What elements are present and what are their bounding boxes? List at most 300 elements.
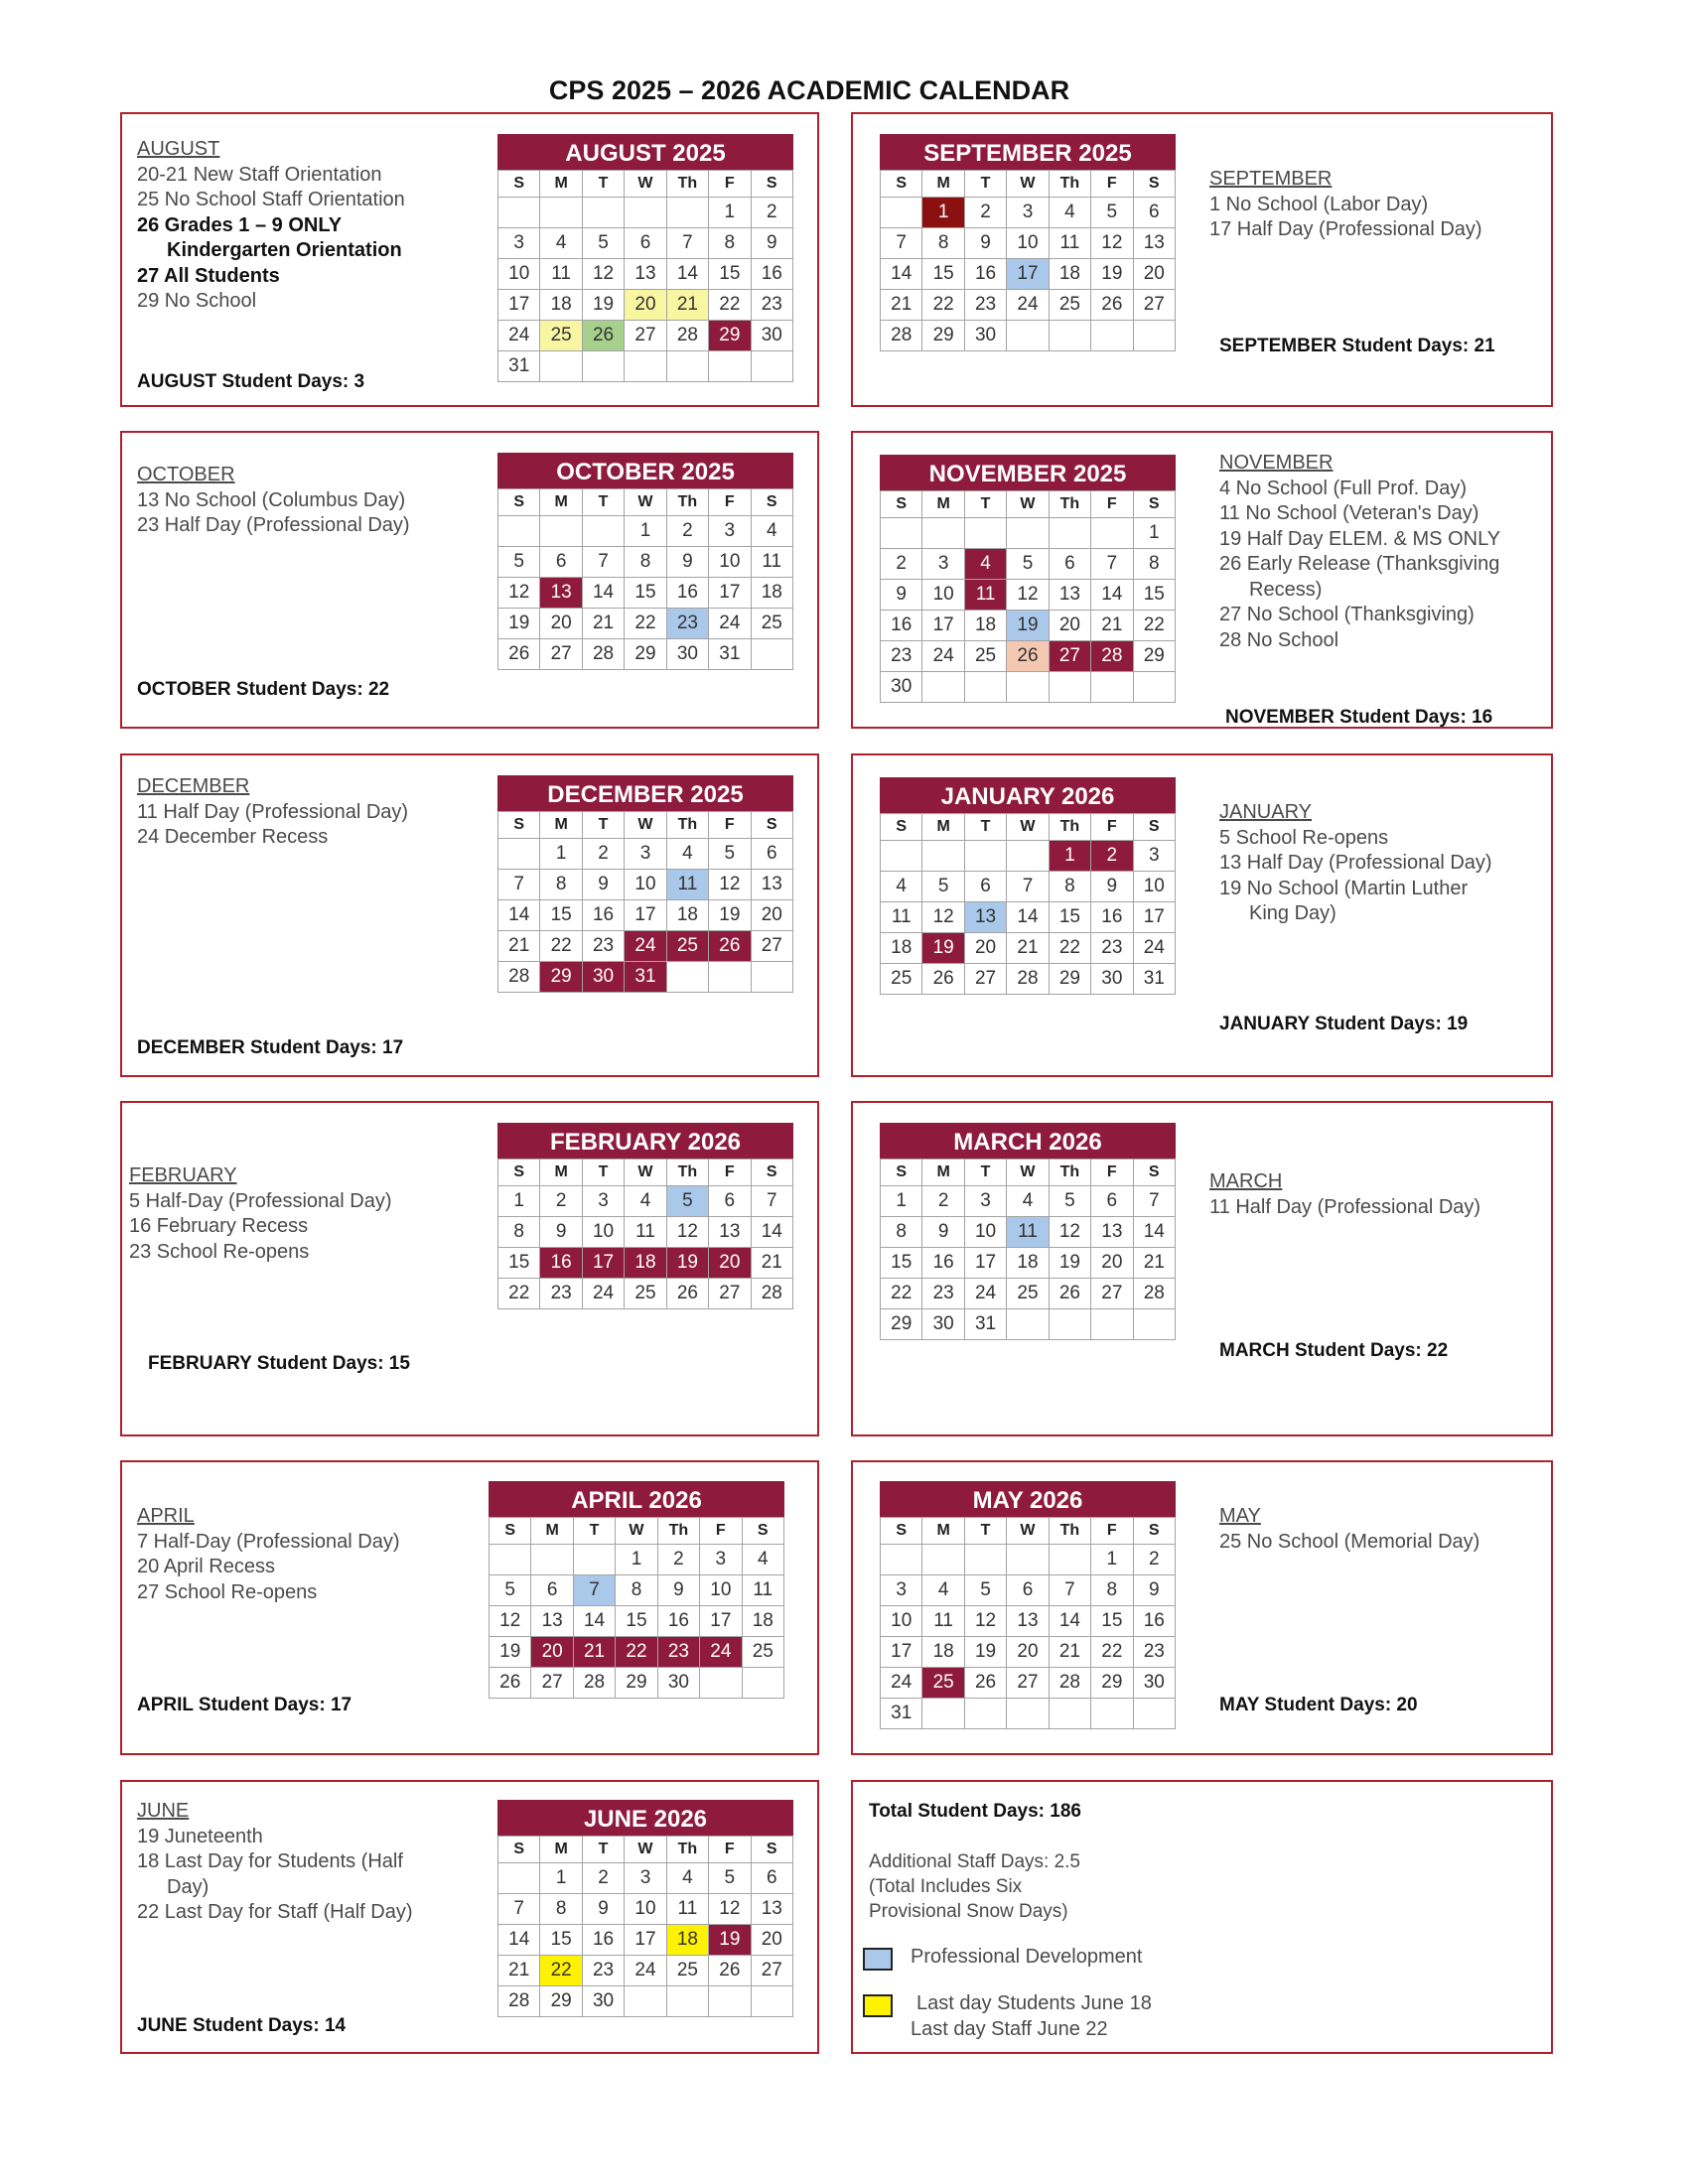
event-line: 5 Half-Day (Professional Day) xyxy=(129,1189,392,1212)
calendar-grid xyxy=(497,170,793,382)
day-cell: 23 xyxy=(1133,1637,1175,1668)
calendar-header: MARCH 2026 xyxy=(880,1123,1176,1159)
day-cell: 9 xyxy=(1091,872,1133,902)
day-cell: 5 xyxy=(1091,198,1133,228)
weekday-label: W xyxy=(625,171,666,198)
event-line: 25 No School Staff Orientation xyxy=(137,189,405,210)
weekday-label: S xyxy=(1133,171,1175,198)
day-cell: 9 xyxy=(666,547,708,578)
empty-cell xyxy=(1049,1309,1090,1340)
day-cell: 7 xyxy=(1133,1186,1175,1217)
event-line: 7 Half-Day (Professional Day) xyxy=(137,1530,400,1553)
day-cell: 3 xyxy=(1007,198,1049,228)
day-cell: 28 xyxy=(1133,1279,1175,1309)
weekday-label: S xyxy=(1133,1518,1175,1545)
day-cell: 3 xyxy=(881,1575,922,1606)
notes-month-heading: JUNE xyxy=(137,1800,190,1822)
empty-cell xyxy=(1049,321,1090,351)
calendar-grid xyxy=(880,490,1176,703)
weekday-label: T xyxy=(573,1518,615,1545)
day-cell: 13 xyxy=(540,578,582,609)
day-cell: 19 xyxy=(582,290,624,321)
day-cell: 11 xyxy=(881,902,922,933)
day-cell: 6 xyxy=(1091,1186,1133,1217)
empty-cell xyxy=(573,1545,615,1575)
weekday-label: T xyxy=(582,489,624,516)
event-line: 18 Last Day for Students (Half xyxy=(137,1850,403,1872)
empty-cell xyxy=(498,516,540,547)
weekday-label: S xyxy=(498,812,540,839)
day-cell: 6 xyxy=(1049,549,1090,580)
day-cell: 4 xyxy=(922,1575,964,1606)
day-cell: 24 xyxy=(922,641,964,672)
student-days-may: MAY Student Days: 20 xyxy=(1219,1695,1418,1715)
day-cell: 23 xyxy=(582,931,624,962)
day-cell: 5 xyxy=(964,1575,1006,1606)
day-cell: 31 xyxy=(1133,964,1175,995)
event-line: 16 February Recess xyxy=(129,1215,309,1237)
day-cell: 3 xyxy=(964,1186,1006,1217)
day-cell: 18 xyxy=(666,1925,708,1956)
day-cell: 6 xyxy=(709,1186,751,1217)
weekday-label: S xyxy=(751,812,792,839)
day-cell: 11 xyxy=(666,1894,708,1925)
empty-cell xyxy=(625,198,666,228)
weekday-label: W xyxy=(1007,1160,1049,1186)
day-cell: 25 xyxy=(666,1956,708,1986)
day-cell: 23 xyxy=(922,1279,964,1309)
day-cell: 30 xyxy=(657,1668,699,1699)
day-cell: 9 xyxy=(922,1217,964,1248)
day-cell: 20 xyxy=(1049,611,1090,641)
day-cell: 26 xyxy=(709,931,751,962)
day-cell: 1 xyxy=(540,839,582,870)
day-cell: 25 xyxy=(1049,290,1090,321)
day-cell: 9 xyxy=(881,580,922,611)
day-cell: 19 xyxy=(1007,611,1049,641)
day-cell: 9 xyxy=(582,1894,624,1925)
day-cell: 12 xyxy=(922,902,964,933)
day-cell: 14 xyxy=(881,259,922,290)
empty-cell xyxy=(1049,1545,1090,1575)
day-cell: 17 xyxy=(1133,902,1175,933)
empty-cell xyxy=(964,518,1006,549)
weekday-label: S xyxy=(498,1160,540,1186)
day-cell: 8 xyxy=(625,547,666,578)
day-cell: 17 xyxy=(709,578,751,609)
student-days-sep: SEPTEMBER Student Days: 21 xyxy=(1219,336,1495,356)
event-line: 25 No School (Memorial Day) xyxy=(1219,1530,1480,1553)
day-cell: 23 xyxy=(657,1637,699,1668)
day-cell: 18 xyxy=(742,1606,783,1637)
day-cell: 10 xyxy=(964,1217,1006,1248)
weekday-label: T xyxy=(582,171,624,198)
day-cell: 27 xyxy=(1133,290,1175,321)
day-cell: 5 xyxy=(1049,1186,1090,1217)
event-line: 22 Last Day for Staff (Half Day) xyxy=(137,1901,413,1923)
weekday-label: Th xyxy=(666,1837,708,1863)
day-cell: 10 xyxy=(700,1575,742,1606)
day-cell: 21 xyxy=(498,931,540,962)
day-cell: 19 xyxy=(922,933,964,964)
day-cell: 7 xyxy=(1091,549,1133,580)
day-cell: 30 xyxy=(582,962,624,993)
calendar-grid xyxy=(497,488,793,670)
notes-dec xyxy=(137,774,494,851)
day-cell: 14 xyxy=(582,578,624,609)
notes-month-heading: MARCH xyxy=(1209,1170,1283,1192)
day-cell: 15 xyxy=(1133,580,1175,611)
day-cell: 3 xyxy=(498,228,540,259)
day-cell: 5 xyxy=(709,1863,751,1894)
weekday-label: Th xyxy=(666,812,708,839)
day-cell: 25 xyxy=(666,931,708,962)
day-cell: 5 xyxy=(582,228,624,259)
legend-last-label: Last day Staff June 22 xyxy=(911,2018,1108,2040)
notes-month-heading: SEPTEMBER xyxy=(1209,168,1333,190)
event-line: 4 No School (Full Prof. Day) xyxy=(1219,477,1467,499)
day-cell: 10 xyxy=(709,547,751,578)
day-cell: 23 xyxy=(881,641,922,672)
day-cell: 24 xyxy=(625,1956,666,1986)
weekday-label: M xyxy=(922,491,964,518)
weekday-label: W xyxy=(625,489,666,516)
weekday-label: Th xyxy=(1049,814,1090,841)
day-cell: 9 xyxy=(657,1575,699,1606)
day-cell: 28 xyxy=(498,962,540,993)
day-cell: 11 xyxy=(751,547,792,578)
day-cell: 17 xyxy=(964,1248,1006,1279)
empty-cell xyxy=(666,198,708,228)
day-cell: 16 xyxy=(1091,902,1133,933)
day-cell: 31 xyxy=(709,639,751,670)
student-days-aug: AUGUST Student Days: 3 xyxy=(137,371,365,392)
day-cell: 7 xyxy=(751,1186,792,1217)
event-line: 19 Half Day ELEM. & MS ONLY xyxy=(1219,527,1501,550)
weekday-label: M xyxy=(540,489,582,516)
day-cell: 2 xyxy=(1091,841,1133,872)
empty-cell xyxy=(540,198,582,228)
weekday-label: M xyxy=(540,812,582,839)
weekday-label: T xyxy=(582,812,624,839)
weekday-label: T xyxy=(582,1160,624,1186)
notes-nov xyxy=(1219,451,1577,653)
day-cell: 28 xyxy=(1007,964,1049,995)
event-line: 29 No School xyxy=(137,290,257,312)
day-cell: 22 xyxy=(709,290,751,321)
day-cell: 4 xyxy=(666,839,708,870)
weekday-label: Th xyxy=(666,171,708,198)
weekday-label: F xyxy=(709,171,751,198)
day-cell: 26 xyxy=(582,321,624,351)
day-cell: 5 xyxy=(709,839,751,870)
notes-month-heading: FEBRUARY xyxy=(129,1164,237,1186)
day-cell: 2 xyxy=(751,198,792,228)
event-line: 27 School Re-opens xyxy=(137,1580,318,1603)
day-cell: 7 xyxy=(1007,872,1049,902)
day-cell: 13 xyxy=(751,870,792,900)
day-cell: 21 xyxy=(573,1637,615,1668)
day-cell: 28 xyxy=(573,1668,615,1699)
weekday-label: S xyxy=(751,1837,792,1863)
day-cell: 5 xyxy=(490,1575,531,1606)
empty-cell xyxy=(709,351,751,382)
event-line: 5 School Re-opens xyxy=(1219,826,1389,849)
weekday-label: F xyxy=(709,1837,751,1863)
day-cell: 4 xyxy=(1049,198,1090,228)
legend-swatch-blue xyxy=(863,1948,893,1971)
day-cell: 21 xyxy=(1133,1248,1175,1279)
day-cell: 6 xyxy=(1007,1575,1049,1606)
empty-cell xyxy=(625,351,666,382)
day-cell: 24 xyxy=(881,1668,922,1699)
notes-oct xyxy=(137,463,494,539)
event-line: 11 Half Day (Professional Day) xyxy=(137,800,409,823)
empty-cell xyxy=(1049,672,1090,703)
weekday-label: T xyxy=(964,1518,1006,1545)
weekday-label: S xyxy=(498,1837,540,1863)
day-cell: 29 xyxy=(1049,964,1090,995)
weekday-label: S xyxy=(751,1160,792,1186)
calendar-may xyxy=(880,1481,1176,1729)
day-cell: 26 xyxy=(666,1279,708,1309)
day-cell: 29 xyxy=(616,1668,657,1699)
event-line: 20-21 New Staff Orientation xyxy=(137,163,382,186)
day-cell: 31 xyxy=(881,1699,922,1729)
empty-cell xyxy=(922,1699,964,1729)
weekday-label: F xyxy=(1091,491,1133,518)
weekday-label: F xyxy=(709,1160,751,1186)
legend-last-label: Last day Students June 18 xyxy=(916,1992,1152,2014)
weekday-label: S xyxy=(1133,1160,1175,1186)
day-cell: 18 xyxy=(1007,1248,1049,1279)
weekday-label: M xyxy=(531,1518,573,1545)
day-cell: 28 xyxy=(1091,641,1133,672)
day-cell: 24 xyxy=(709,609,751,639)
empty-cell xyxy=(1091,321,1133,351)
weekday-label: S xyxy=(881,1518,922,1545)
calendar-grid xyxy=(497,811,793,993)
empty-cell xyxy=(1049,518,1090,549)
weekday-label: Th xyxy=(1049,171,1090,198)
calendar-header: AUGUST 2025 xyxy=(497,134,793,170)
day-cell: 11 xyxy=(922,1606,964,1637)
day-cell: 20 xyxy=(964,933,1006,964)
day-cell: 15 xyxy=(540,900,582,931)
weekday-label: W xyxy=(625,1837,666,1863)
day-cell: 23 xyxy=(666,609,708,639)
notes-month-heading: AUGUST xyxy=(137,138,220,160)
day-cell: 19 xyxy=(498,609,540,639)
weekday-label: W xyxy=(625,812,666,839)
student-days-jan: JANUARY Student Days: 19 xyxy=(1219,1014,1469,1034)
empty-cell xyxy=(922,672,964,703)
empty-cell xyxy=(1133,1309,1175,1340)
empty-cell xyxy=(881,1545,922,1575)
day-cell: 13 xyxy=(1133,228,1175,259)
day-cell: 11 xyxy=(666,870,708,900)
calendar-grid xyxy=(497,1159,793,1309)
empty-cell xyxy=(1007,1545,1049,1575)
day-cell: 12 xyxy=(964,1606,1006,1637)
legend-pd-label: Professional Development xyxy=(911,1946,1143,1968)
notes-sep xyxy=(1209,167,1567,243)
day-cell: 8 xyxy=(1049,872,1090,902)
day-cell: 17 xyxy=(498,290,540,321)
calendar-grid xyxy=(497,1836,793,2017)
empty-cell xyxy=(922,518,964,549)
notes-month-heading: MAY xyxy=(1219,1505,1261,1527)
page-title: CPS 2025 – 2026 ACADEMIC CALENDAR xyxy=(548,75,1070,105)
day-cell: 13 xyxy=(964,902,1006,933)
weekday-label: W xyxy=(1007,491,1049,518)
day-cell: 15 xyxy=(922,259,964,290)
day-cell: 12 xyxy=(490,1606,531,1637)
empty-cell xyxy=(1091,672,1133,703)
day-cell: 18 xyxy=(540,290,582,321)
day-cell: 26 xyxy=(922,964,964,995)
day-cell: 12 xyxy=(1091,228,1133,259)
day-cell: 20 xyxy=(751,900,792,931)
day-cell: 19 xyxy=(1091,259,1133,290)
empty-cell xyxy=(498,839,540,870)
day-cell: 30 xyxy=(881,672,922,703)
day-cell: 14 xyxy=(498,900,540,931)
day-cell: 10 xyxy=(625,1894,666,1925)
day-cell: 27 xyxy=(1049,641,1090,672)
day-cell: 6 xyxy=(531,1575,573,1606)
day-cell: 16 xyxy=(751,259,792,290)
empty-cell xyxy=(1091,1309,1133,1340)
weekday-label: S xyxy=(742,1518,783,1545)
calendar-sep xyxy=(880,134,1176,351)
day-cell: 24 xyxy=(964,1279,1006,1309)
day-cell: 24 xyxy=(625,931,666,962)
day-cell: 10 xyxy=(1133,872,1175,902)
day-cell: 28 xyxy=(666,321,708,351)
empty-cell xyxy=(964,1699,1006,1729)
day-cell: 7 xyxy=(881,228,922,259)
day-cell: 8 xyxy=(498,1217,540,1248)
day-cell: 29 xyxy=(540,962,582,993)
day-cell: 4 xyxy=(540,228,582,259)
day-cell: 26 xyxy=(964,1668,1006,1699)
day-cell: 7 xyxy=(573,1575,615,1606)
day-cell: 20 xyxy=(625,290,666,321)
day-cell: 22 xyxy=(625,609,666,639)
day-cell: 13 xyxy=(1049,580,1090,611)
event-line: 28 No School xyxy=(1219,628,1339,651)
day-cell: 15 xyxy=(616,1606,657,1637)
empty-cell xyxy=(964,672,1006,703)
notes-month-heading: NOVEMBER xyxy=(1219,452,1334,474)
weekday-label: W xyxy=(1007,1518,1049,1545)
day-cell: 10 xyxy=(922,580,964,611)
event-line: 27 All Students xyxy=(137,264,280,287)
day-cell: 13 xyxy=(1091,1217,1133,1248)
weekday-label: S xyxy=(1133,491,1175,518)
day-cell: 2 xyxy=(881,549,922,580)
day-cell: 11 xyxy=(964,580,1006,611)
day-cell: 2 xyxy=(922,1186,964,1217)
day-cell: 15 xyxy=(625,578,666,609)
calendar-nov xyxy=(880,455,1176,703)
notes-apr xyxy=(137,1504,494,1605)
empty-cell xyxy=(666,351,708,382)
day-cell: 15 xyxy=(881,1248,922,1279)
day-cell: 20 xyxy=(1007,1637,1049,1668)
empty-cell xyxy=(498,198,540,228)
weekday-label: T xyxy=(964,1160,1006,1186)
day-cell: 9 xyxy=(1133,1575,1175,1606)
empty-cell xyxy=(1049,1699,1090,1729)
calendar-aug xyxy=(497,134,793,382)
day-cell: 16 xyxy=(666,578,708,609)
calendar-header: SEPTEMBER 2025 xyxy=(880,134,1176,170)
day-cell: 3 xyxy=(922,549,964,580)
empty-cell xyxy=(700,1668,742,1699)
day-cell: 25 xyxy=(540,321,582,351)
day-cell: 6 xyxy=(751,1863,792,1894)
empty-cell xyxy=(751,639,792,670)
day-cell: 5 xyxy=(1007,549,1049,580)
day-cell: 23 xyxy=(964,290,1006,321)
day-cell: 15 xyxy=(498,1248,540,1279)
day-cell: 13 xyxy=(531,1606,573,1637)
calendar-grid xyxy=(880,1159,1176,1340)
day-cell: 20 xyxy=(751,1925,792,1956)
empty-cell xyxy=(1007,1309,1049,1340)
event-line: 23 Half Day (Professional Day) xyxy=(137,514,410,536)
calendar-jun xyxy=(497,1800,793,2017)
day-cell: 13 xyxy=(709,1217,751,1248)
empty-cell xyxy=(1133,321,1175,351)
day-cell: 28 xyxy=(751,1279,792,1309)
empty-cell xyxy=(881,841,922,872)
day-cell: 30 xyxy=(666,639,708,670)
calendar-mar xyxy=(880,1123,1176,1340)
notes-month-heading: OCTOBER xyxy=(137,464,235,485)
staff-days-line: (Total Includes Six xyxy=(869,1876,1023,1897)
empty-cell xyxy=(922,1545,964,1575)
weekday-label: Th xyxy=(1049,1518,1090,1545)
day-cell: 4 xyxy=(964,549,1006,580)
event-line: 19 No School (Martin Luther xyxy=(1219,877,1469,899)
empty-cell xyxy=(582,351,624,382)
day-cell: 14 xyxy=(751,1217,792,1248)
day-cell: 6 xyxy=(625,228,666,259)
day-cell: 19 xyxy=(964,1637,1006,1668)
notes-month-heading: JANUARY xyxy=(1219,801,1312,823)
day-cell: 26 xyxy=(1091,290,1133,321)
day-cell: 14 xyxy=(573,1606,615,1637)
empty-cell xyxy=(540,516,582,547)
day-cell: 4 xyxy=(1007,1186,1049,1217)
day-cell: 29 xyxy=(625,639,666,670)
day-cell: 1 xyxy=(922,198,964,228)
day-cell: 24 xyxy=(1007,290,1049,321)
day-cell: 27 xyxy=(709,1279,751,1309)
day-cell: 25 xyxy=(751,609,792,639)
weekday-label: Th xyxy=(1049,1160,1090,1186)
day-cell: 9 xyxy=(751,228,792,259)
day-cell: 12 xyxy=(709,870,751,900)
day-cell: 3 xyxy=(709,516,751,547)
day-cell: 29 xyxy=(709,321,751,351)
day-cell: 9 xyxy=(540,1217,582,1248)
empty-cell xyxy=(531,1545,573,1575)
notes-jun xyxy=(137,1799,494,1926)
